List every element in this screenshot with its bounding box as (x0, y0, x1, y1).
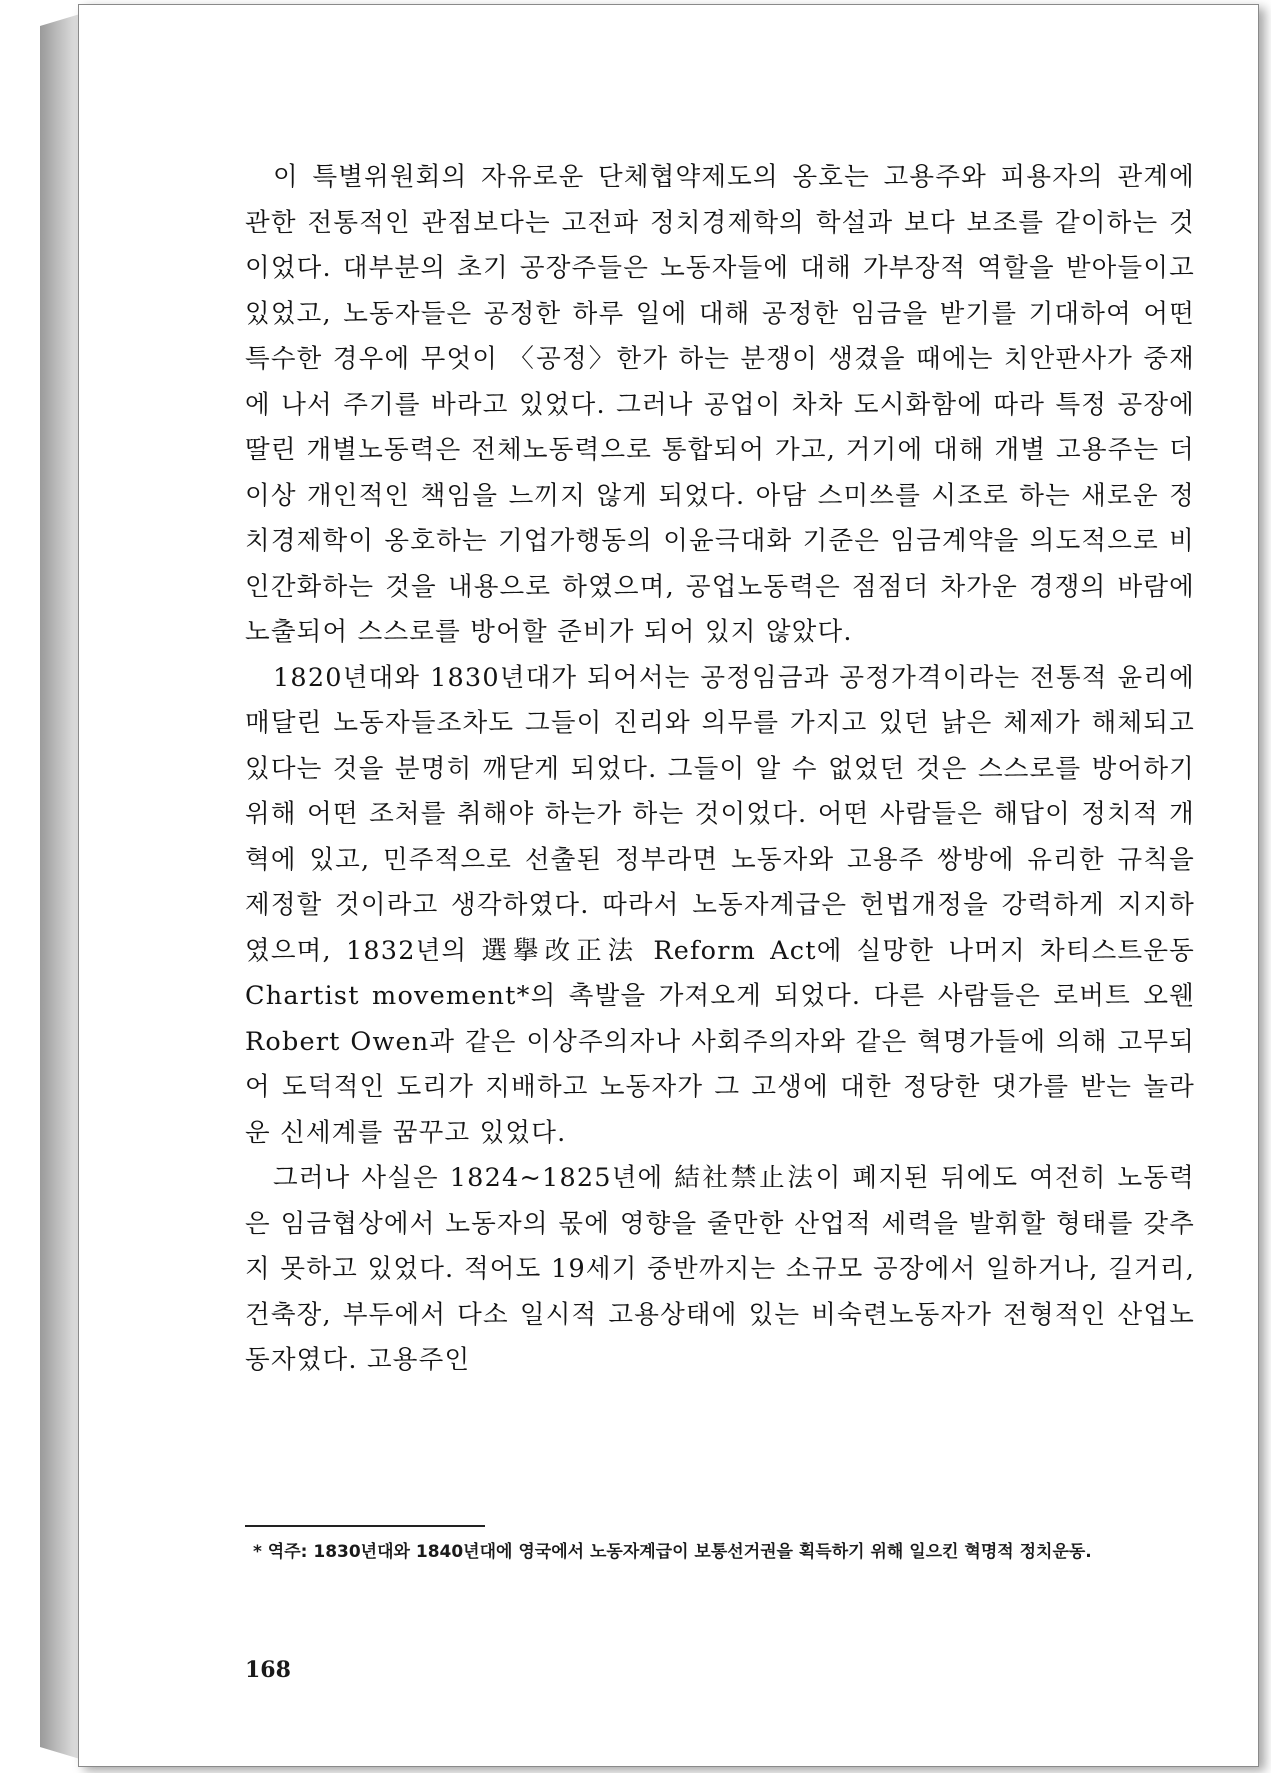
paragraph-1: 이 특별위원회의 자유로운 단체협약제도의 옹호는 고용주와 피용자의 관계에 관한 전통적인 관점보다는 고전파 정치경제학의 학설과 보다 보조를 같이하는 것이었다. 대부분의 초기 공장주들은 노동자들에 대해 가부장적 역할을 받아들이고 있었고, 노동자들은 공정한 하루 일에 대해 공정한 임금을 받기를 기대하여 어떤 특수한 경우에 무엇이 〈공정〉한가 하는 분쟁이 생겼을 때에는 치안판사가 중재에 나서 주기를 바라고 있었다. 그러나 공업이 차차 도시화함에 따라 특정 공장에 딸린 개별노동력은 전체노동력으로 통합되어 가고, 거기에 대해 개별 고용주는 더이상 개인적인 책임을 느끼지 않게 되었다. 아담 스미쓰를 시조로 하는 새로운 정치경제학이 옹호하는 기업가행동의 이윤극대화 기준은 임금계약을 의도적으로 비인간화하는 것을 내용으로 하였으며, 공업노동력은 점점더 차가운 경쟁의 바람에 노출되어 스스로를 방어할 준비가 되어 있지 않았다. (245, 162, 1195, 647)
book-spine (40, 14, 80, 1759)
footnote: * 역주: 1830년대와 1840년대에 영국에서 노동자계급이 보통선거권을 획득하기 위해 일으킨 혁명적 정치운동. (253, 1542, 1092, 1562)
paragraph-2: 1820년대와 1830년대가 되어서는 공정임금과 공정가격이라는 전통적 윤리에 매달린 노동자들조차도 그들이 진리와 의무를 가지고 있던 낡은 체제가 해체되고 있다는 것을 분명히 깨닫게 되었다. 그들이 알 수 없었던 것은 스스로를 방어하기 위해 어떤 조처를 취해야 하는가 하는 것이었다. 어떤 사람들은 해답이 정치적 개혁에 있고, 민주적으로 선출된 정부라면 노동자와 고용주 쌍방에 유리한 규칙을 제정할 것이라고 생각하였다. 따라서 노동자계급은 헌법개정을 강력하게 지지하였으며, 1832년의 選擧改正法 Reform Act에 실망한 나머지 차티스트운동 Chartist movement*의 촉발을 가져오게 되었다. 다른 사람들은 로버트 오웬 Robert Owen과 같은 이상주의자나 사회주의자와 같은 혁명가들에 의해 고무되어 도덕적인 도리가 지배하고 노동자가 그 고생에 대한 정당한 댓가를 받는 놀라운 신세계를 꿈꾸고 있었다. (245, 662, 1195, 1148)
page-number: 168 (245, 1657, 291, 1683)
body-text (245, 155, 1195, 1384)
paragraph-3: 그러나 사실은 1824~1825년에 結社禁止法이 폐지된 뒤에도 여전히 노동력은 임금협상에서 노동자의 몫에 영향을 줄만한 산업적 세력을 발휘할 형태를 갖추지 못하고 있었다. 적어도 19세기 중반까지는 소규모 공장에서 일하거나, 길거리, 건축장, 부두에서 다소 일시적 고용상태에 있는 비숙련노동자가 전형적인 산업노동자였다. 고용주인 (245, 1163, 1195, 1375)
footnote-divider (245, 1525, 485, 1527)
book-page (78, 4, 1259, 1767)
